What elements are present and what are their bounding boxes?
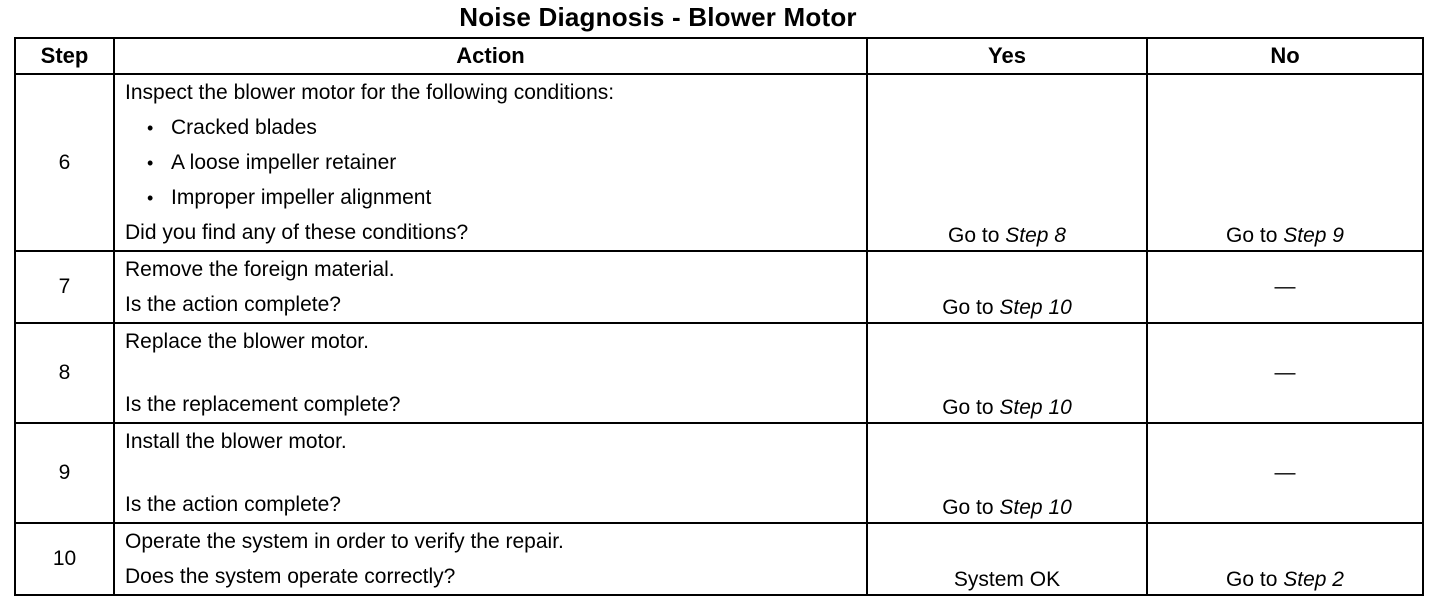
bullet-text: Improper impeller alignment — [171, 186, 432, 209]
step-number: 8 — [15, 323, 114, 423]
table-row — [15, 423, 1423, 523]
bullet-icon: • — [147, 188, 154, 208]
action-question: Is the action complete? — [125, 493, 341, 516]
action-cell — [114, 523, 867, 595]
action-question: Does the system operate correctly? — [125, 565, 456, 588]
header-no: No — [1147, 38, 1423, 74]
yes-result — [948, 224, 1066, 247]
table-row — [15, 323, 1423, 423]
yes-prefix: Go to — [948, 224, 1000, 247]
action-question: Is the action complete? — [125, 293, 341, 316]
action-text: Replace the blower motor. — [125, 330, 369, 353]
step-number: 10 — [15, 523, 114, 595]
no-step-ref: Step 2 — [1283, 568, 1344, 591]
yes-step-ref: Step 10 — [999, 396, 1072, 419]
no-cell — [1147, 74, 1423, 251]
no-cell — [1147, 523, 1423, 595]
no-cell — [1147, 251, 1423, 323]
bullet-text: A loose impeller retainer — [171, 151, 397, 174]
action-cell — [114, 74, 867, 251]
yes-cell — [867, 74, 1147, 251]
yes-prefix: Go to — [942, 496, 994, 519]
action-text: Remove the foreign material. — [125, 258, 395, 281]
table-header-row — [15, 38, 1423, 74]
no-cell — [1147, 423, 1423, 523]
yes-result — [942, 296, 1072, 319]
bullet-item — [125, 110, 866, 145]
bullet-text: Cracked blades — [171, 116, 317, 139]
yes-result: System OK — [953, 568, 1061, 591]
no-prefix: Go to — [1226, 568, 1278, 591]
bullet-item — [125, 180, 866, 215]
yes-cell — [867, 523, 1147, 595]
yes-step-ref: Step 10 — [999, 496, 1072, 519]
diagnosis-table — [14, 37, 1424, 596]
header-yes: Yes — [867, 38, 1147, 74]
action-cell — [114, 323, 867, 423]
header-step: Step — [15, 38, 114, 74]
yes-cell — [867, 251, 1147, 323]
action-question: Is the replacement complete? — [125, 393, 401, 416]
no-cell — [1147, 323, 1423, 423]
no-step-ref: Step 9 — [1283, 224, 1344, 247]
yes-cell — [867, 423, 1147, 523]
action-text: Install the blower motor. — [125, 430, 347, 453]
bullet-item — [125, 145, 866, 180]
action-question: Did you find any of these conditions? — [125, 221, 469, 244]
yes-step-ref: Step 8 — [1005, 224, 1066, 247]
bullet-icon: • — [147, 153, 154, 173]
no-result — [1226, 568, 1344, 591]
yes-prefix: Go to — [942, 396, 994, 419]
table-row — [15, 74, 1423, 251]
yes-result — [942, 396, 1072, 419]
header-action: Action — [114, 38, 867, 74]
action-cell — [114, 423, 867, 523]
page-title: Noise Diagnosis - Blower Motor — [459, 2, 857, 32]
yes-step-ref: Step 10 — [999, 296, 1072, 319]
no-dash: — — [1274, 361, 1296, 384]
no-dash: — — [1274, 275, 1296, 298]
spacer — [125, 359, 866, 387]
yes-cell — [867, 323, 1147, 423]
bullet-icon: • — [147, 118, 154, 138]
table-row — [15, 251, 1423, 323]
spacer — [125, 459, 866, 487]
action-text: Inspect the blower motor for the following conditions: — [125, 81, 615, 104]
step-number: 9 — [15, 423, 114, 523]
step-number: 7 — [15, 251, 114, 323]
table-row — [15, 523, 1423, 595]
action-text: Operate the system in order to verify the repair. — [125, 530, 564, 553]
yes-result — [942, 496, 1072, 519]
yes-prefix: Go to — [942, 296, 994, 319]
no-result — [1226, 224, 1344, 247]
no-prefix: Go to — [1226, 224, 1278, 247]
action-cell — [114, 251, 867, 323]
no-dash: — — [1274, 461, 1296, 484]
step-number: 6 — [15, 74, 114, 251]
